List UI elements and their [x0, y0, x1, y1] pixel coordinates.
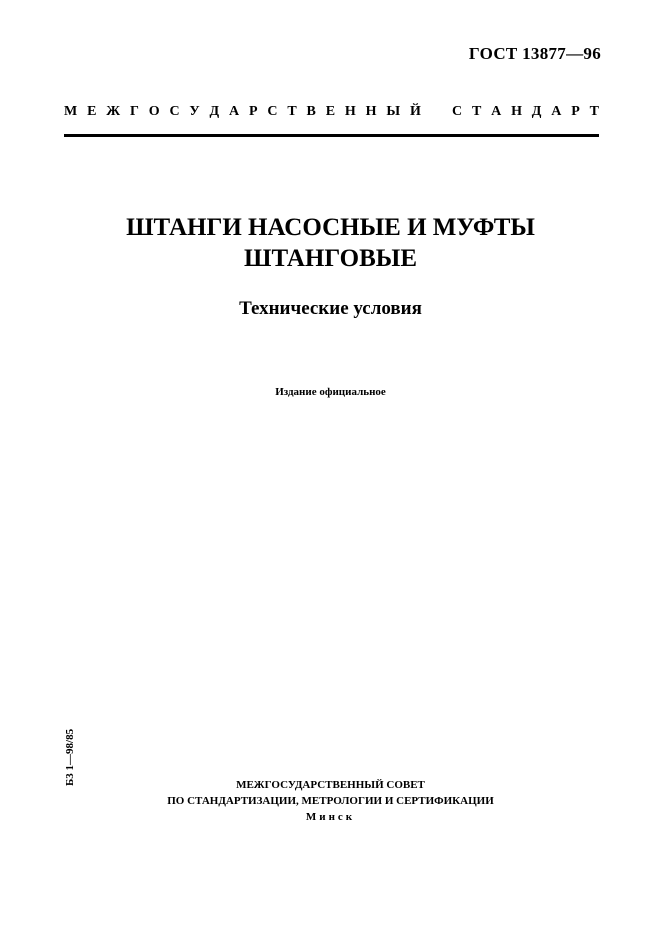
banner-letter: Ж — [106, 104, 121, 119]
banner-letter: В — [306, 104, 316, 119]
banner-letter: Т — [589, 104, 599, 119]
banner-letter: Й — [409, 104, 421, 119]
interstate-standard-banner — [64, 104, 599, 120]
banner-letter: Т — [287, 104, 297, 119]
banner-letter: Н — [511, 104, 522, 119]
banner-letter: Н — [365, 104, 377, 119]
banner-letter: С — [169, 104, 180, 119]
banner-letter: Т — [471, 104, 482, 119]
banner-letter: С — [452, 104, 463, 119]
publisher-line-2: ПО СТАНДАРТИЗАЦИИ, МЕТРОЛОГИИ И СЕРТИФИКАЦИИ — [167, 795, 494, 807]
document-title — [0, 212, 661, 274]
banner-letter: Е — [87, 104, 97, 119]
document-subtitle: Технические условия — [239, 298, 422, 319]
banner-letter: Р — [248, 104, 258, 119]
banner-letter: У — [189, 104, 200, 119]
edition-note: Издание официальное — [275, 386, 386, 398]
gost-number: ГОСТ 13877—96 — [468, 44, 601, 63]
banner-letter: О — [148, 104, 160, 119]
banner-letter: А — [229, 104, 240, 119]
banner-letter: Е — [325, 104, 336, 119]
banner-letter: Д — [209, 104, 220, 119]
banner-letter: Ы — [386, 104, 401, 119]
banner-letter: А — [551, 104, 562, 119]
banner-letter: Д — [531, 104, 542, 119]
publisher-block — [0, 777, 661, 825]
banner-letter: Н — [344, 104, 356, 119]
side-code: Б3 1—98/85 — [64, 728, 76, 786]
banner-letter: Г — [129, 104, 139, 119]
title-line-1: ШТАНГИ НАСОСНЫЕ И МУФТЫ — [126, 214, 535, 241]
banner-letter: Р — [571, 104, 580, 119]
banner-letter: А — [491, 104, 502, 119]
banner-letter: С — [267, 104, 278, 119]
banner-letter: М — [64, 104, 78, 119]
banner-word-standard — [452, 104, 599, 120]
title-line-2: ШТАНГОВЫЕ — [243, 245, 417, 272]
header-rule — [64, 134, 599, 137]
publisher-line-1: МЕЖГОСУДАРСТВЕННЫЙ СОВЕТ — [236, 779, 425, 791]
banner-word-interstate — [64, 104, 421, 120]
publisher-city: Минск — [305, 811, 356, 823]
